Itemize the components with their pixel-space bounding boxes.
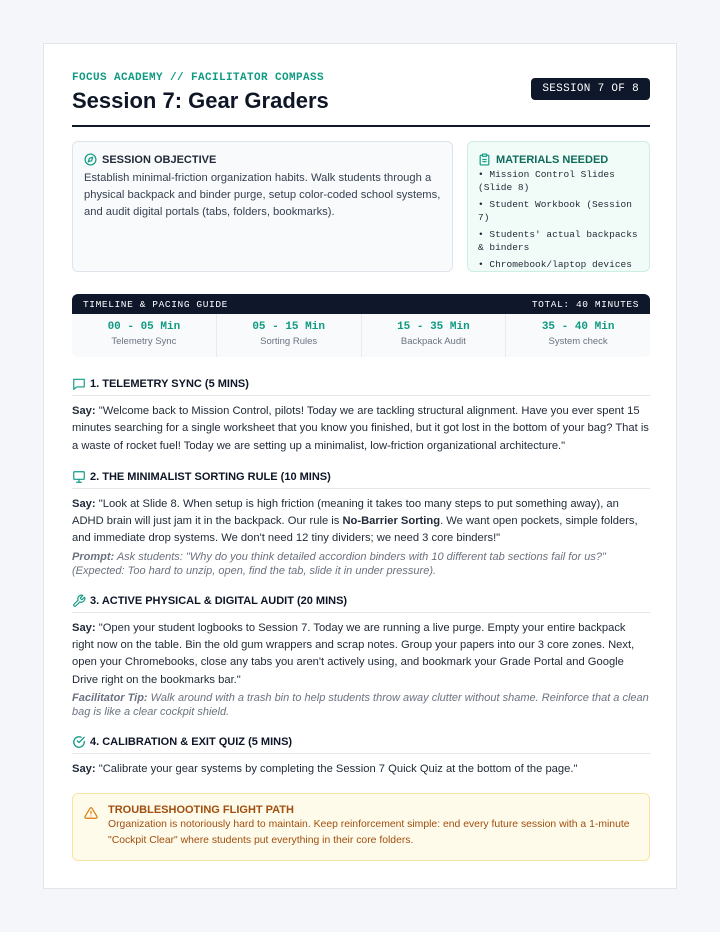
- say-label: Say:: [72, 405, 96, 417]
- section-active-audit: [72, 594, 650, 720]
- timeline-block: [217, 314, 362, 357]
- chat-bubble-icon: [72, 377, 86, 391]
- section-heading: [72, 594, 650, 613]
- timeline-total: TOTAL: 40 MINUTES: [531, 298, 639, 310]
- objective-card: [72, 141, 453, 272]
- overview-cards: [72, 141, 650, 272]
- prompt-note: [72, 550, 650, 579]
- timeline-block-label: Sorting Rules: [260, 336, 318, 347]
- say-text-part: "Look at Slide 8. When setup is high friction (meaning it takes too many steps to put something away), an ADHD brain will just jam it in the backpack. Our rule is: [72, 497, 619, 528]
- section-heading-label: 3. ACTIVE PHYSICAL & DIGITAL AUDIT (20 MINS): [90, 594, 348, 607]
- materials-item: • Chromebook/laptop devices: [478, 258, 639, 271]
- materials-list: [478, 168, 639, 271]
- section-heading-label: 4. CALIBRATION & EXIT QUIZ (5 MINS): [90, 735, 293, 748]
- lesson-page: [43, 43, 677, 889]
- troubleshooting-title: TROUBLESHOOTING FLIGHT PATH: [108, 804, 294, 817]
- say-text-part: . We want open pockets, simple folders, and immediate drop systems. We don't need 12 tiny dividers; we need 3 core binders!": [72, 515, 638, 545]
- objective-text: Establish minimal-friction organization habits. Walk students through a physical backpack and binder purge, setup color-coded school systems, and audit digital portals (tabs, folders, bookmarks).: [84, 172, 441, 218]
- timeline-block-time: 35 - 40 Min: [541, 321, 615, 333]
- say-text: "Welcome back to Mission Control, pilots! Today we are tackling structural alignment. Have you ever spent 15 minutes searching for a single worksheet that you know you finished, but it got lost in the bottom of your bag? That is a waste of rocket fuel! Today we are setting up a minimalist, low-friction organizational architecture.": [72, 405, 649, 452]
- section-telemetry-sync: [72, 377, 650, 455]
- section-heading: [72, 377, 650, 396]
- brand-label: FOCUS ACADEMY // FACILITATOR COMPASS: [72, 72, 325, 84]
- timeline-block-time: 00 - 05 Min: [107, 321, 181, 333]
- section-heading-label: 1. TELEMETRY SYNC (5 MINS): [90, 378, 249, 390]
- materials-heading: [478, 153, 639, 166]
- say-label: Say:: [72, 762, 96, 775]
- timeline-blocks: [72, 314, 650, 357]
- timeline-header: [72, 294, 650, 314]
- title-divider: [72, 125, 650, 127]
- say-text: "Open your student logbooks to Session 7. Today we are running a live purge. Empty your entire backpack right now on the table. Bin the old gum wrappers and scrap notes. Group your papers into our 3 core zones. Next, open your Chromebooks, close any tabs you aren't actively using, and bookmark your Grade Portal and Google Drive right on the bookmarks bar.": [72, 621, 635, 686]
- objective-heading-label: SESSION OBJECTIVE: [102, 153, 217, 166]
- section-script: [72, 620, 650, 689]
- note-label: Facilitator Tip:: [72, 691, 148, 704]
- timeline-block: [72, 314, 217, 357]
- materials-card: [467, 141, 650, 272]
- page-content: [72, 72, 650, 861]
- materials-heading-label: MATERIALS NEEDED: [496, 153, 609, 166]
- title-row: [72, 85, 650, 125]
- note-text: Ask students: "Why do you think detailed accordion binders with 10 different tab sections fail for us?" (Expected: Too hard to unzip, open, find the tab, slide it in under pressure).: [72, 550, 606, 578]
- say-label: Say:: [72, 621, 96, 634]
- section-calibration: [72, 735, 650, 778]
- section-heading: [72, 470, 650, 489]
- say-label: Say:: [72, 497, 96, 510]
- say-text: "Calibrate your gear systems by completing the Session 7 Quick Quiz at the bottom of the page.": [98, 762, 578, 775]
- section-heading: [72, 735, 650, 754]
- check-circle-icon: [72, 735, 86, 749]
- note-label: Prompt:: [72, 550, 115, 563]
- materials-item: • Student Workbook (Session 7): [478, 198, 639, 224]
- timeline-block-time: 15 - 35 Min: [397, 321, 470, 333]
- presentation-icon: [72, 470, 86, 484]
- timeline-block-label: System check: [548, 336, 608, 347]
- section-script: [72, 403, 650, 455]
- note-text: Walk around with a trash bin to help students throw away clutter without shame. Reinforce that a clean bag is like a clear cockpit shield.: [72, 691, 649, 719]
- section-script: [72, 761, 650, 778]
- compass-icon: [84, 153, 97, 166]
- facilitator-tip: [72, 691, 650, 720]
- timeline-block-label: Backpack Audit: [400, 336, 466, 347]
- section-sorting-rule: [72, 470, 650, 579]
- objective-heading: [84, 153, 441, 166]
- timeline-block: [362, 314, 507, 357]
- troubleshooting-text: Organization is notoriously hard to maintain. Keep reinforcement simple: end every future session with a 1-minute "Cockpit Clear" where students put everything in their core folders.: [108, 819, 630, 847]
- timeline-block-time: 05 - 15 Min: [252, 321, 325, 333]
- say-text-emphasis: No-Barrier Sorting: [342, 515, 441, 528]
- materials-item: • Mission Control Slides (Slide 8): [478, 168, 639, 194]
- timeline-heading: TIMELINE & PACING GUIDE: [83, 298, 228, 310]
- section-heading-label: 2. THE MINIMALIST SORTING RULE (10 MINS): [90, 470, 331, 483]
- clipboard-icon: [478, 153, 491, 166]
- session-badge: SESSION 7 OF 8: [531, 78, 650, 100]
- materials-item: • Students' actual backpacks & binders: [478, 228, 639, 254]
- timeline-block-label: Telemetry Sync: [111, 336, 177, 347]
- section-script: [72, 496, 650, 548]
- page-title: Session 7: Gear Graders: [72, 88, 329, 113]
- wrench-icon: [72, 594, 86, 608]
- timeline-block: [506, 314, 650, 357]
- warning-icon: [84, 806, 98, 820]
- troubleshooting-callout: [72, 793, 650, 861]
- timeline-panel: [72, 294, 650, 357]
